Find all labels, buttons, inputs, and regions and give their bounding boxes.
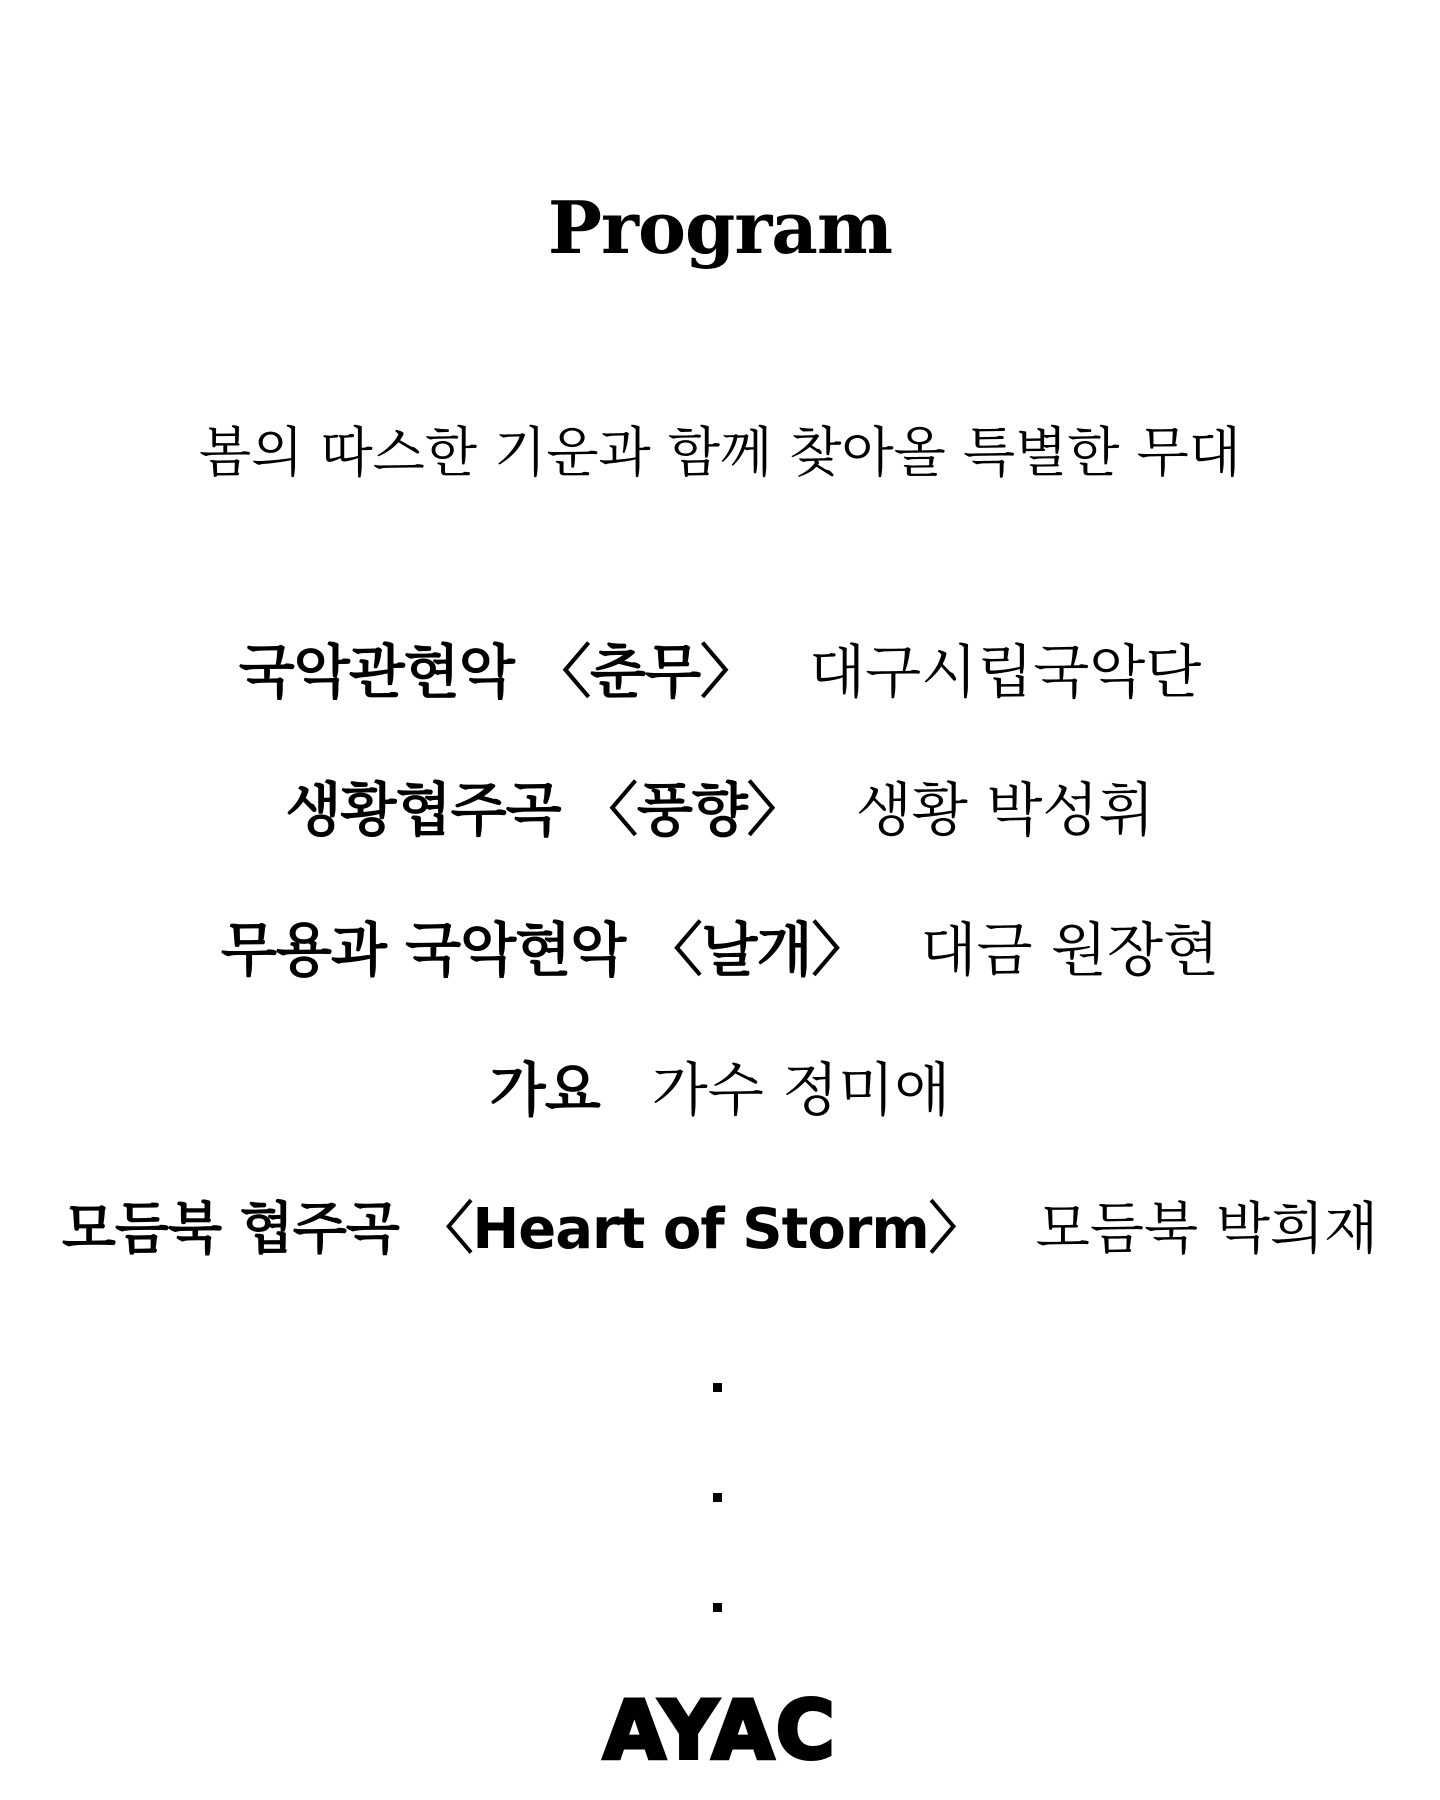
program-piece: 국악관현악 〈춘무〉: [238, 638, 758, 706]
ellipsis-dot: [713, 1383, 722, 1392]
page-title: Program: [547, 185, 893, 270]
program-item: [0, 634, 1440, 710]
program-piece: 모듬북 협주곡 〈Heart of Storm〉: [61, 1197, 984, 1262]
program-piece: 생황협주곡 〈풍향〉: [285, 776, 804, 844]
program-item: [0, 912, 1440, 988]
program-item: [0, 772, 1440, 848]
program-piece: 가요: [489, 1056, 600, 1124]
program-performer: 대금 원장현: [920, 916, 1220, 984]
program-piece: 무용과 국악현악 〈날개〉: [220, 916, 869, 984]
program-performer: 생황 박성휘: [855, 776, 1155, 844]
program-subtitle: 봄의 따스한 기운과 함께 찾아올 특별한 무대: [199, 421, 1241, 484]
program-performer: 모듬북 박희재: [1035, 1197, 1379, 1262]
ellipsis-dot: [713, 1493, 722, 1502]
program-performer: 가수 정미애: [651, 1056, 951, 1124]
program-item: [0, 1052, 1440, 1128]
ellipsis-dot: [713, 1603, 722, 1612]
program-item: [0, 1192, 1440, 1268]
program-performer: 대구시립국악단: [809, 638, 1202, 706]
ayac-logo: AYAC: [603, 1684, 837, 1777]
